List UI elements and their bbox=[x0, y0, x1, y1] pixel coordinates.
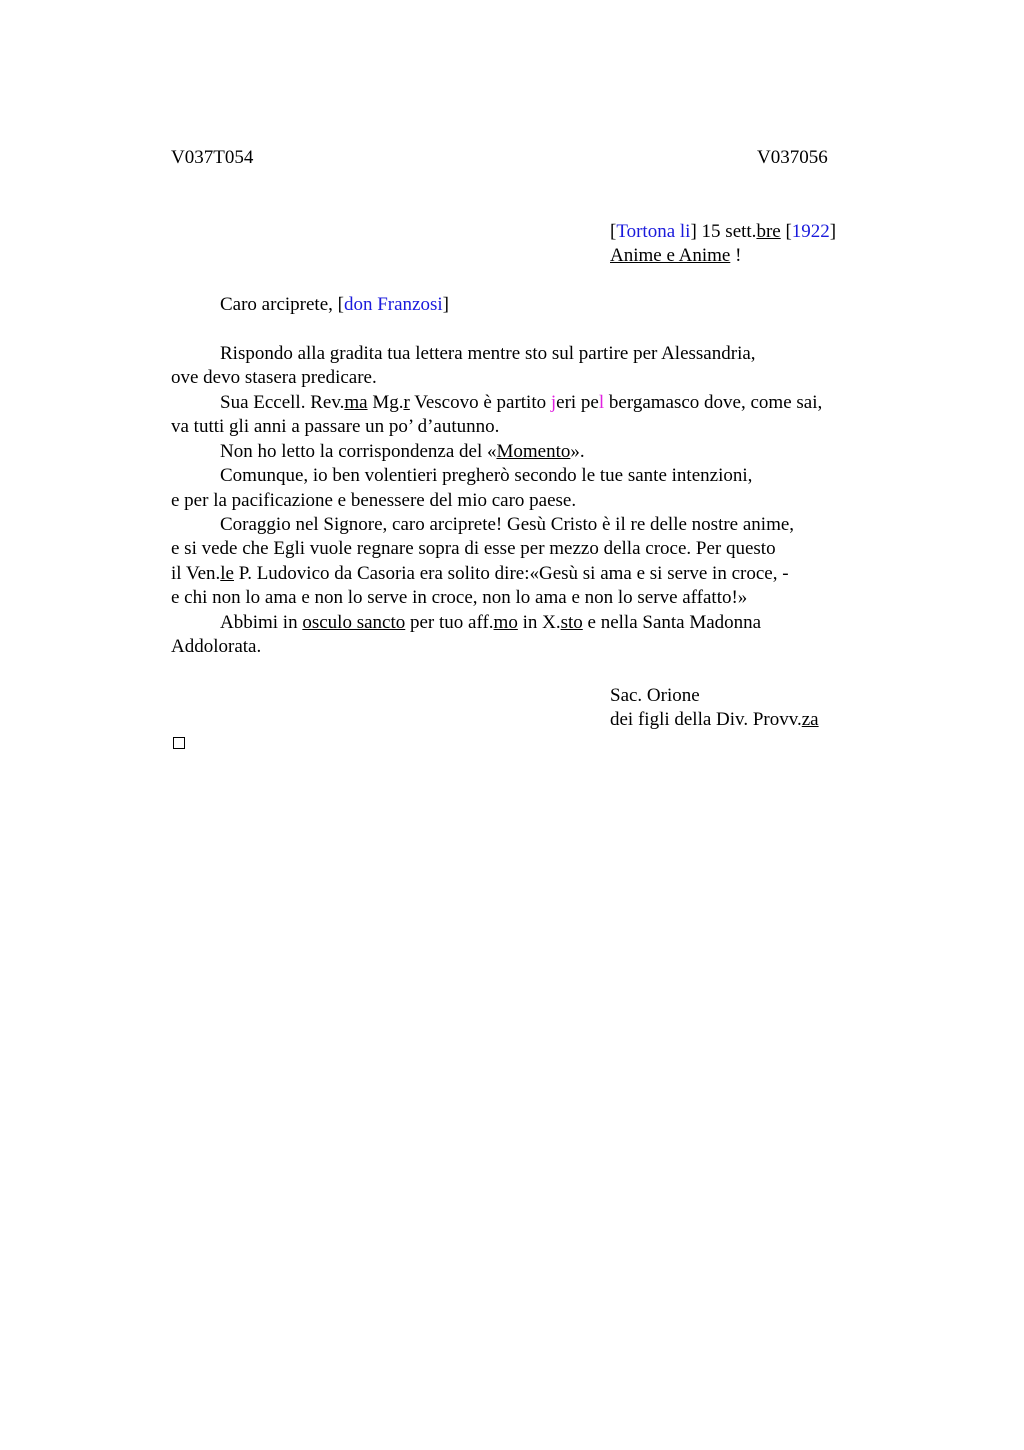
text-run: Sua Eccell. Rev. bbox=[220, 392, 345, 413]
body-line: Comunque, io ben volentieri pregherò secondo le tue sante intenzioni, bbox=[220, 465, 753, 486]
end-marker-box-icon bbox=[173, 737, 185, 749]
body-line: ove devo stasera predicare. bbox=[171, 367, 377, 388]
abbrev-suffix: za bbox=[801, 709, 819, 730]
body-line: Coraggio nel Signore, caro arciprete! Gesù Cristo è il re delle nostre anime, bbox=[220, 514, 795, 535]
date-text: 15 sett. bbox=[696, 221, 757, 242]
text-run: dei figli della Div. Provv. bbox=[610, 709, 802, 730]
place-name: Tortona li bbox=[616, 221, 691, 242]
body-line: Rispondo alla gradita tua lettera mentre sto sul partire per Alessandria, bbox=[220, 343, 756, 364]
body-line: e si vede che Egli vuole regnare sopra di esse per mezzo della croce. Per questo bbox=[171, 538, 776, 559]
salutation bbox=[220, 293, 449, 317]
body-line bbox=[171, 562, 789, 586]
bracket: [ bbox=[610, 221, 617, 242]
document-code-right: V037056 bbox=[757, 147, 828, 168]
document-code-left: V037T054 bbox=[171, 147, 254, 168]
motto-text: Anime e Anime bbox=[610, 245, 731, 266]
year: 1922 bbox=[791, 221, 830, 242]
motto-exclaim: ! bbox=[730, 245, 742, 266]
abbrev-suffix: ma bbox=[344, 392, 368, 413]
body-line bbox=[220, 391, 822, 415]
motto bbox=[610, 244, 741, 268]
text-run: Mg. bbox=[367, 392, 404, 413]
month-suffix: bre bbox=[756, 221, 781, 242]
newspaper-title: Momento bbox=[496, 441, 571, 462]
bracket: ] bbox=[690, 221, 697, 242]
body-line bbox=[220, 440, 585, 464]
text-run: per tuo aff. bbox=[405, 612, 494, 633]
correction-mark: l bbox=[598, 392, 605, 413]
text-run: in X. bbox=[517, 612, 561, 633]
body-line: va tutti gli anni a passare un po’ d’autunno. bbox=[171, 416, 500, 437]
body-line bbox=[220, 611, 761, 635]
signature-name: Sac. Orione bbox=[610, 685, 700, 706]
text-run: il Ven. bbox=[171, 563, 221, 584]
body-line: e per la pacificazione e benessere del mio caro paese. bbox=[171, 490, 577, 511]
signature-title bbox=[610, 708, 819, 732]
text-run: Vescovo è partito bbox=[409, 392, 551, 413]
body-line: e chi non lo ama e non lo serve in croce, non lo ama e non lo serve affatto!» bbox=[171, 587, 748, 608]
text-run: ». bbox=[570, 441, 585, 462]
abbrev-suffix: r bbox=[403, 392, 410, 413]
dateline bbox=[610, 220, 836, 244]
abbrev-suffix: mo bbox=[493, 612, 518, 633]
abbrev-suffix: le bbox=[220, 563, 234, 584]
bracket: ] bbox=[442, 294, 449, 315]
salutation-text: Caro arciprete, [ bbox=[220, 294, 344, 315]
bracket: [ bbox=[780, 221, 792, 242]
recipient-name: don Franzosi bbox=[343, 294, 443, 315]
text-run: eri pe bbox=[556, 392, 599, 413]
body-line: Addolorata. bbox=[171, 636, 262, 657]
text-run: bergamasco dove, come sai, bbox=[604, 392, 823, 413]
text-run: P. Ludovico da Casoria era solito dire:«Gesù si ama e si serve in croce, - bbox=[233, 563, 789, 584]
abbrev-suffix: sto bbox=[560, 612, 583, 633]
text-run: Non ho letto la corrispondenza del « bbox=[220, 441, 497, 462]
text-run: e nella Santa Madonna bbox=[582, 612, 762, 633]
bracket: ] bbox=[829, 221, 837, 242]
text-run: Abbimi in bbox=[220, 612, 303, 633]
latin-phrase: osculo sancto bbox=[302, 612, 406, 633]
correction-mark: j bbox=[550, 392, 557, 413]
